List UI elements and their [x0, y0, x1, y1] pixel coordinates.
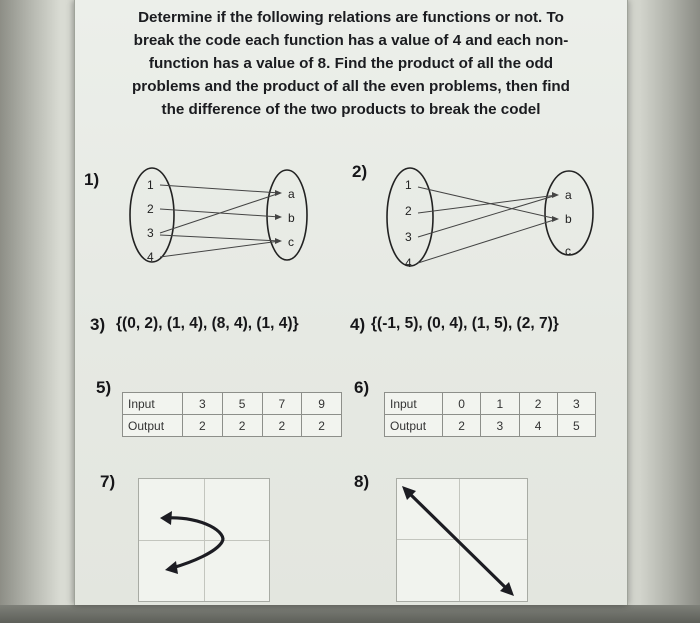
domain-value: 1	[405, 178, 412, 192]
problem-7-curve	[138, 478, 270, 602]
range-oval	[267, 170, 307, 260]
problem-8-line	[396, 478, 528, 602]
output-cell: 2	[443, 415, 481, 437]
input-row	[385, 393, 596, 415]
problem-4-label: 4)	[350, 315, 366, 334]
problem-6-label: 6)	[354, 378, 370, 397]
domain-value: 1	[147, 178, 154, 192]
instructions	[84, 6, 618, 121]
output-cell: 2	[262, 415, 302, 437]
output-cell: 3	[481, 415, 519, 437]
problem-5-label: 5)	[96, 378, 112, 397]
problem-5-table	[122, 392, 342, 437]
instructions-line: break the code each function has a value of 4 and each non-	[133, 32, 569, 49]
domain-value: 3	[147, 226, 154, 240]
output-row	[385, 415, 596, 437]
problem-3-label: 3)	[90, 315, 106, 334]
problem-4-relation: {(-1, 5), (0, 4), (1, 5), (2, 7)}	[371, 315, 559, 332]
arrowheads	[275, 190, 282, 244]
problem-1-mapping-diagram	[114, 165, 314, 275]
output-cell: 5	[557, 415, 595, 437]
problem-1-label: 1)	[84, 170, 100, 189]
problem-2-label: 2)	[352, 162, 368, 181]
output-cell: 2	[302, 415, 342, 437]
input-header: Input	[123, 393, 183, 415]
range-value: b	[565, 212, 572, 226]
instructions-line: problems and the product of all the even problems, then find	[132, 78, 570, 95]
output-row	[123, 415, 342, 437]
worksheet	[74, 0, 628, 605]
input-cell: 1	[481, 393, 519, 415]
arrowhead	[160, 511, 172, 525]
range-value: b	[288, 211, 295, 225]
arrowheads	[552, 192, 559, 222]
mapping-arrows	[418, 187, 557, 263]
range-value: c	[288, 235, 294, 249]
input-cell: 3	[183, 393, 223, 415]
input-cell: 5	[222, 393, 262, 415]
domain-value: 3	[405, 230, 412, 244]
input-cell: 7	[262, 393, 302, 415]
domain-value: 4	[405, 256, 412, 270]
output-cell: 4	[519, 415, 557, 437]
input-cell: 2	[519, 393, 557, 415]
domain-value: 4	[147, 250, 154, 264]
input-cell: 9	[302, 393, 342, 415]
input-header: Input	[385, 393, 443, 415]
input-cell: 3	[557, 393, 595, 415]
problem-8-label: 8)	[354, 472, 370, 491]
instructions-line: function has a value of 8. Find the product of all the odd	[148, 55, 554, 72]
range-value: a	[288, 187, 295, 201]
domain-value: 2	[147, 202, 154, 216]
instructions-line: the difference of the two products to break the codel	[161, 101, 541, 118]
instructions-line: Determine if the following relations are functions or not. To	[138, 9, 564, 26]
table-surface	[0, 605, 700, 623]
range-value: c	[565, 244, 571, 258]
mapping-arrows	[160, 185, 280, 257]
problem-6-table	[384, 392, 596, 437]
domain-value: 2	[405, 204, 412, 218]
output-cell: 2	[183, 415, 223, 437]
input-cell: 0	[443, 393, 481, 415]
output-header: Output	[123, 415, 183, 437]
problem-7-label: 7)	[100, 472, 116, 491]
output-header: Output	[385, 415, 443, 437]
problem-2-mapping-diagram	[372, 165, 602, 275]
input-row	[123, 393, 342, 415]
arrowhead	[165, 561, 178, 574]
range-value: a	[565, 188, 572, 202]
problem-3-relation: {(0, 2), (1, 4), (8, 4), (1, 4)}	[116, 315, 299, 332]
output-cell: 2	[222, 415, 262, 437]
